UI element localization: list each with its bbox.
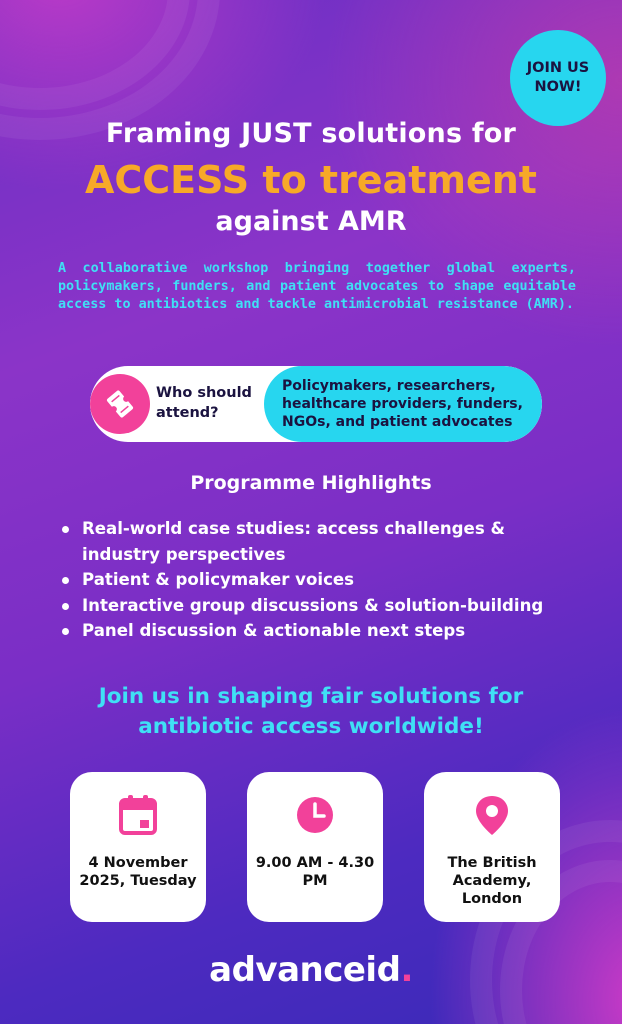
list-item: Real-world case studies: access challenges & industry perspectives — [62, 516, 582, 567]
programme-highlights-list — [62, 516, 582, 644]
location-card — [424, 772, 560, 922]
list-item: Panel discussion & actionable next steps — [62, 618, 582, 644]
logo-wordmark: advanceid — [209, 950, 401, 990]
attend-audience-text: Policymakers, researchers, healthcare providers, funders, NGOs, and patient advocates — [264, 366, 542, 442]
join-us-label: JOIN US NOW! — [526, 60, 590, 95]
ticket-icon — [90, 374, 150, 434]
list-item: Interactive group discussions & solution-building — [62, 593, 582, 619]
advanceid-logo — [0, 950, 622, 990]
clock-icon — [295, 794, 335, 836]
headline-line-1: Framing JUST solutions for — [105, 118, 517, 149]
programme-title: Programme Highlights — [190, 472, 432, 494]
join-us-badge[interactable] — [510, 30, 606, 126]
event-date: 4 November 2025, Tuesday — [79, 855, 197, 889]
calendar-icon — [118, 794, 158, 836]
date-card — [70, 772, 206, 922]
list-item: Patient & policymaker voices — [62, 567, 582, 593]
logo-dot: . — [400, 950, 413, 990]
time-card — [247, 772, 383, 922]
event-location: The British Academy, London — [447, 855, 537, 907]
headline-line-2: ACCESS to treatment — [85, 158, 537, 202]
who-should-attend-panel — [90, 366, 542, 442]
event-time: 9.00 AM - 4.30 PM — [255, 855, 375, 889]
call-to-action: Join us in shaping fair solutions for antibiotic access worldwide! — [98, 684, 524, 739]
headline-line-3: against AMR — [215, 206, 407, 237]
location-pin-icon — [472, 794, 512, 836]
attend-label: Who should attend? — [156, 385, 252, 421]
intro-paragraph: A collaborative workshop bringing together global experts, policymakers, funders, and patient advocates to shape equitable access to antibiotics and tackle antimicrobial resistance (AMR). — [58, 261, 576, 312]
